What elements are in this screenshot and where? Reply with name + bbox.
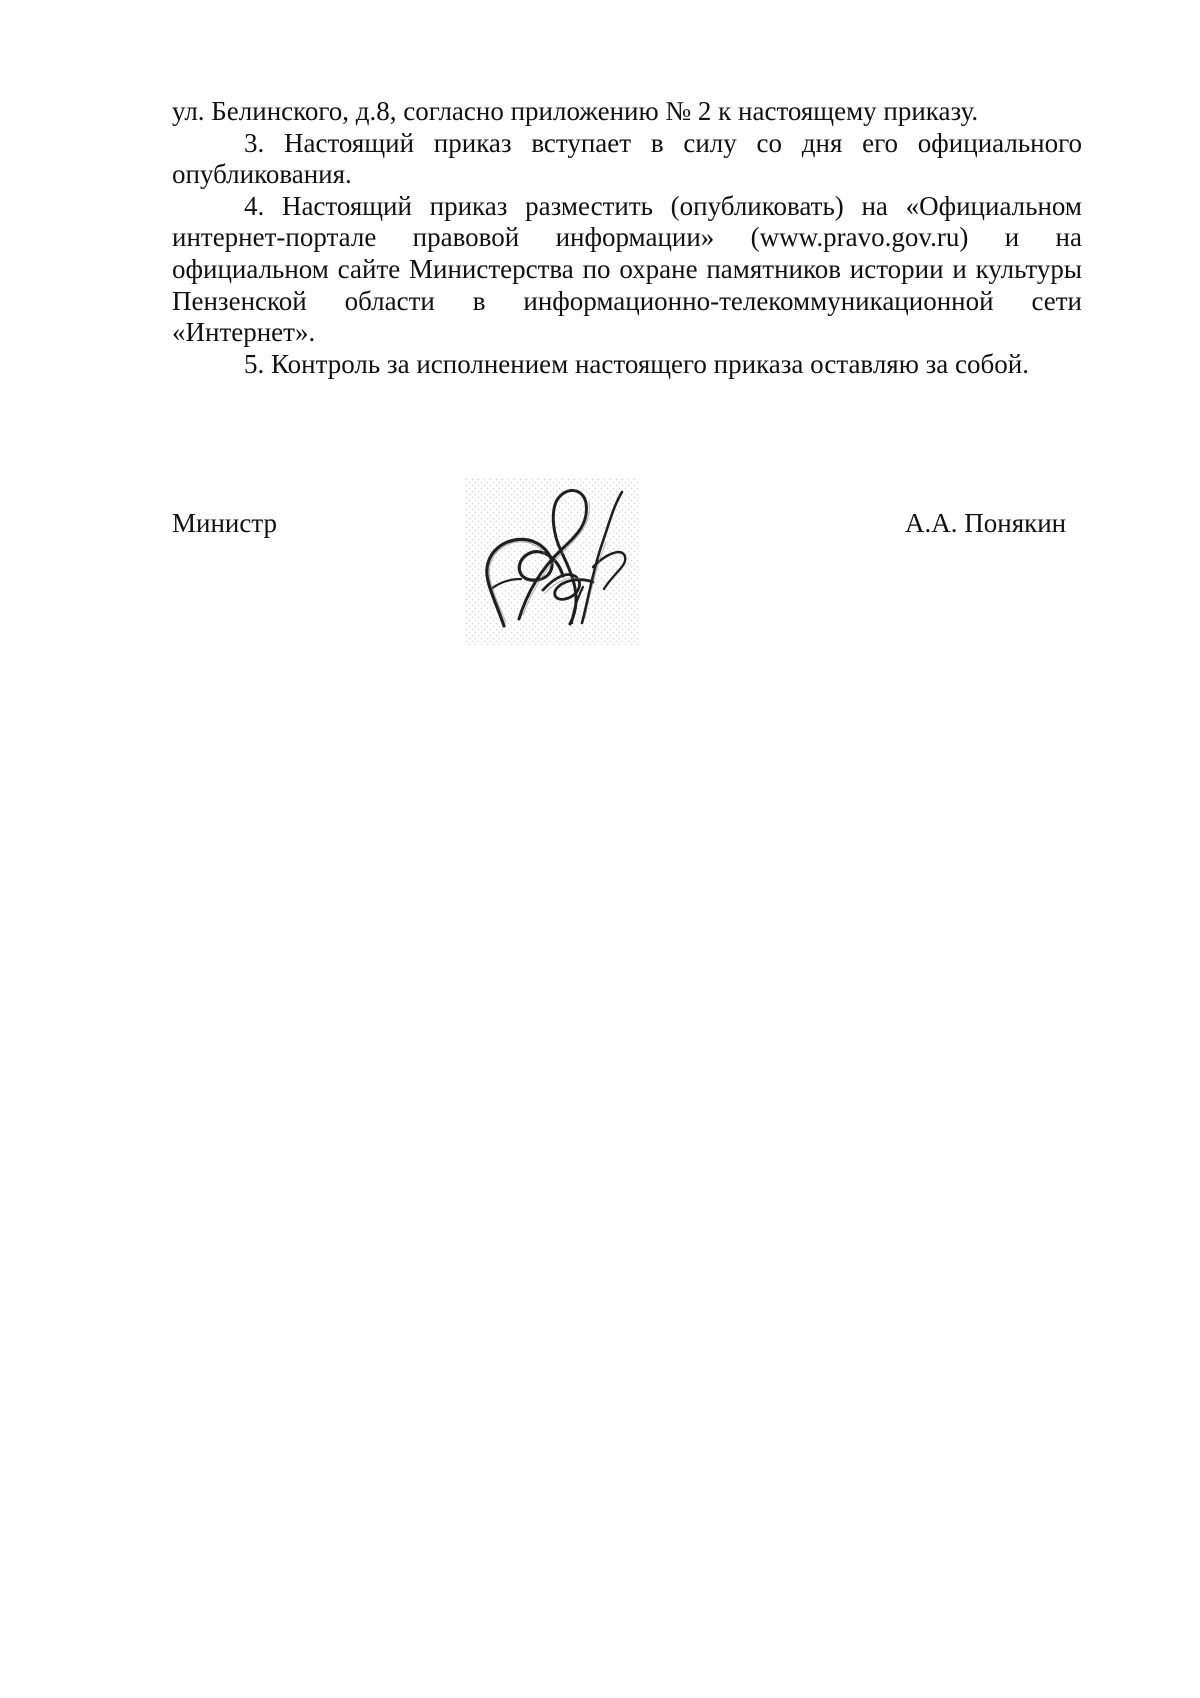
signer-name: А.А. Понякин bbox=[905, 508, 1067, 538]
signer-position: Министр bbox=[172, 508, 277, 538]
paragraph-publication: 4. Настоящий приказ разместить (опубликовать) на «Официальном интернет-портале правовой информации» (www.pravo.gov.ru) и на официальном сайте Министерства по охране памятников истории и культуры Пензенской области в информационно-телекоммуникационной сети «Интернет». bbox=[172, 190, 1082, 348]
handwritten-signature-icon bbox=[465, 478, 640, 645]
document-body bbox=[172, 96, 1082, 380]
signature-block bbox=[0, 478, 1200, 668]
paragraph-effective-date: 3. Настоящий приказ вступает в силу со дня его официального опубликования. bbox=[172, 127, 1082, 190]
paragraph-address-continuation: ул. Белинского, д.8, согласно приложению № 2 к настоящему приказу. bbox=[172, 96, 979, 126]
paragraph-control: 5. Контроль за исполнением настоящего приказа оставляю за собой. bbox=[244, 348, 1029, 379]
